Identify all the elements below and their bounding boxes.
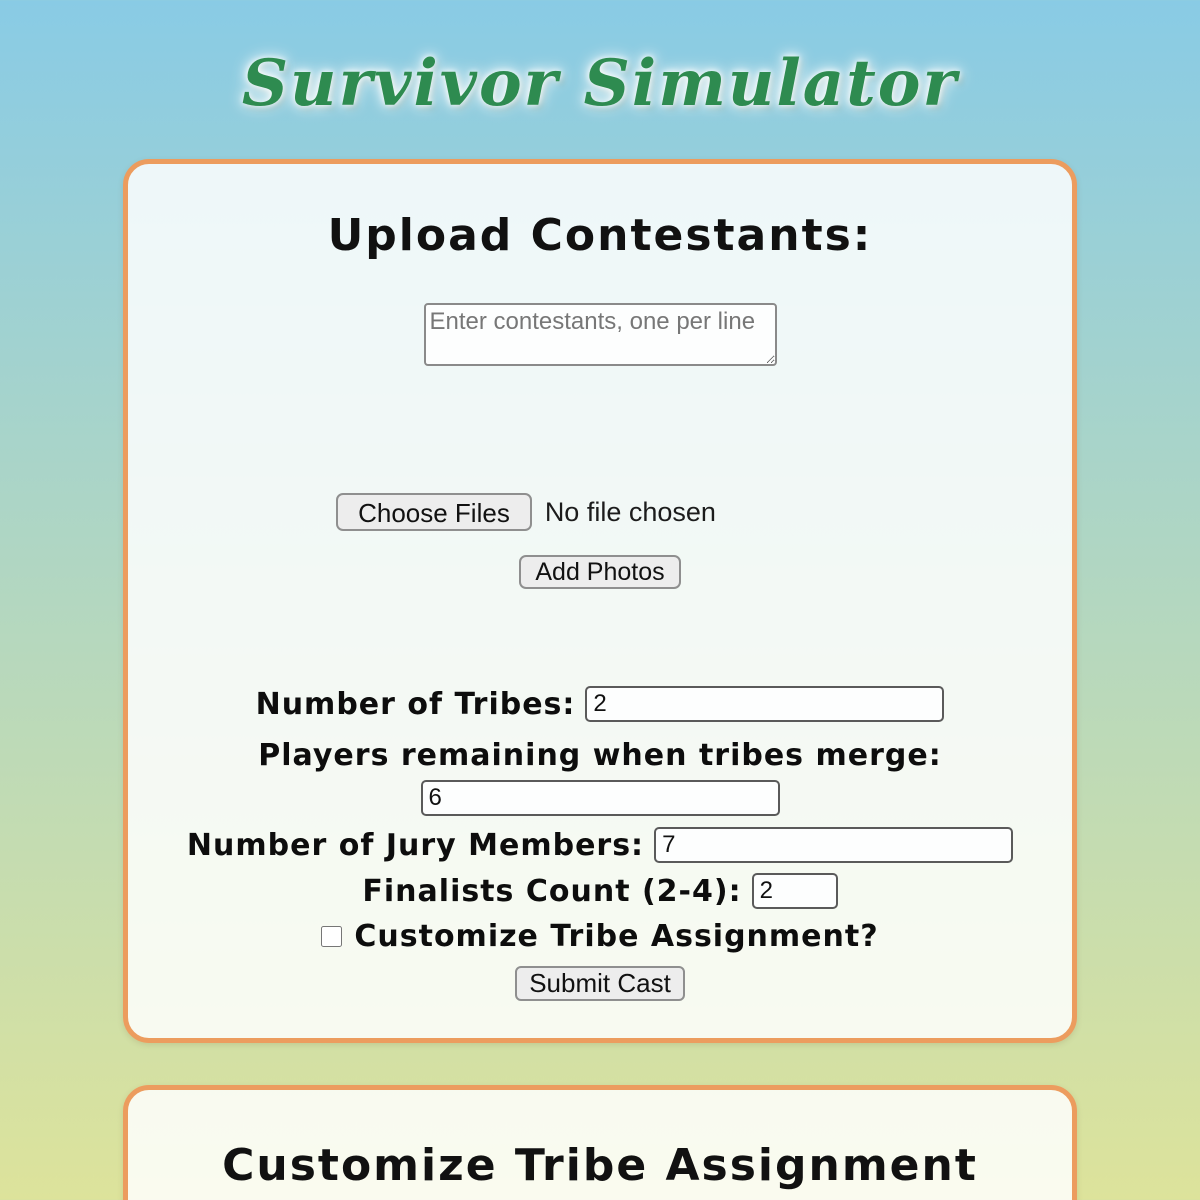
submit-cast-button[interactable]: Submit Cast xyxy=(515,966,685,1001)
customize-tribes-checkbox[interactable] xyxy=(321,926,342,947)
finalists-label: Finalists Count (2-4): xyxy=(362,873,742,909)
jury-field-row xyxy=(187,827,1013,863)
contestants-input[interactable] xyxy=(424,303,777,366)
merge-input[interactable] xyxy=(421,780,780,816)
customize-tribes-label: Customize Tribe Assignment? xyxy=(354,919,879,954)
add-photos-button[interactable]: Add Photos xyxy=(519,555,680,589)
merge-field-row xyxy=(421,780,780,816)
file-chosen-status: No file chosen xyxy=(544,496,716,527)
finalists-field-row xyxy=(362,873,837,909)
jury-input[interactable] xyxy=(654,827,1013,863)
upload-contestants-heading: Upload Contestants: xyxy=(327,210,873,261)
tribes-input[interactable] xyxy=(585,686,944,722)
photo-file-input xyxy=(336,493,716,531)
customize-tribes-row xyxy=(321,919,878,954)
upload-contestants-card xyxy=(123,159,1077,1043)
tribes-label: Number of Tribes: xyxy=(255,686,576,722)
customize-tribe-card xyxy=(123,1085,1077,1200)
contestants-textarea-wrapper xyxy=(424,303,777,370)
merge-label: Players remaining when tribes merge: xyxy=(258,738,942,773)
choose-files-button[interactable]: Choose Files xyxy=(336,493,532,531)
jury-label: Number of Jury Members: xyxy=(186,827,645,863)
finalists-input[interactable] xyxy=(752,873,838,909)
customize-tribe-heading: Customize Tribe Assignment xyxy=(222,1140,978,1191)
tribes-field-row xyxy=(256,686,945,722)
page-title: Survivor Simulator xyxy=(241,46,959,121)
